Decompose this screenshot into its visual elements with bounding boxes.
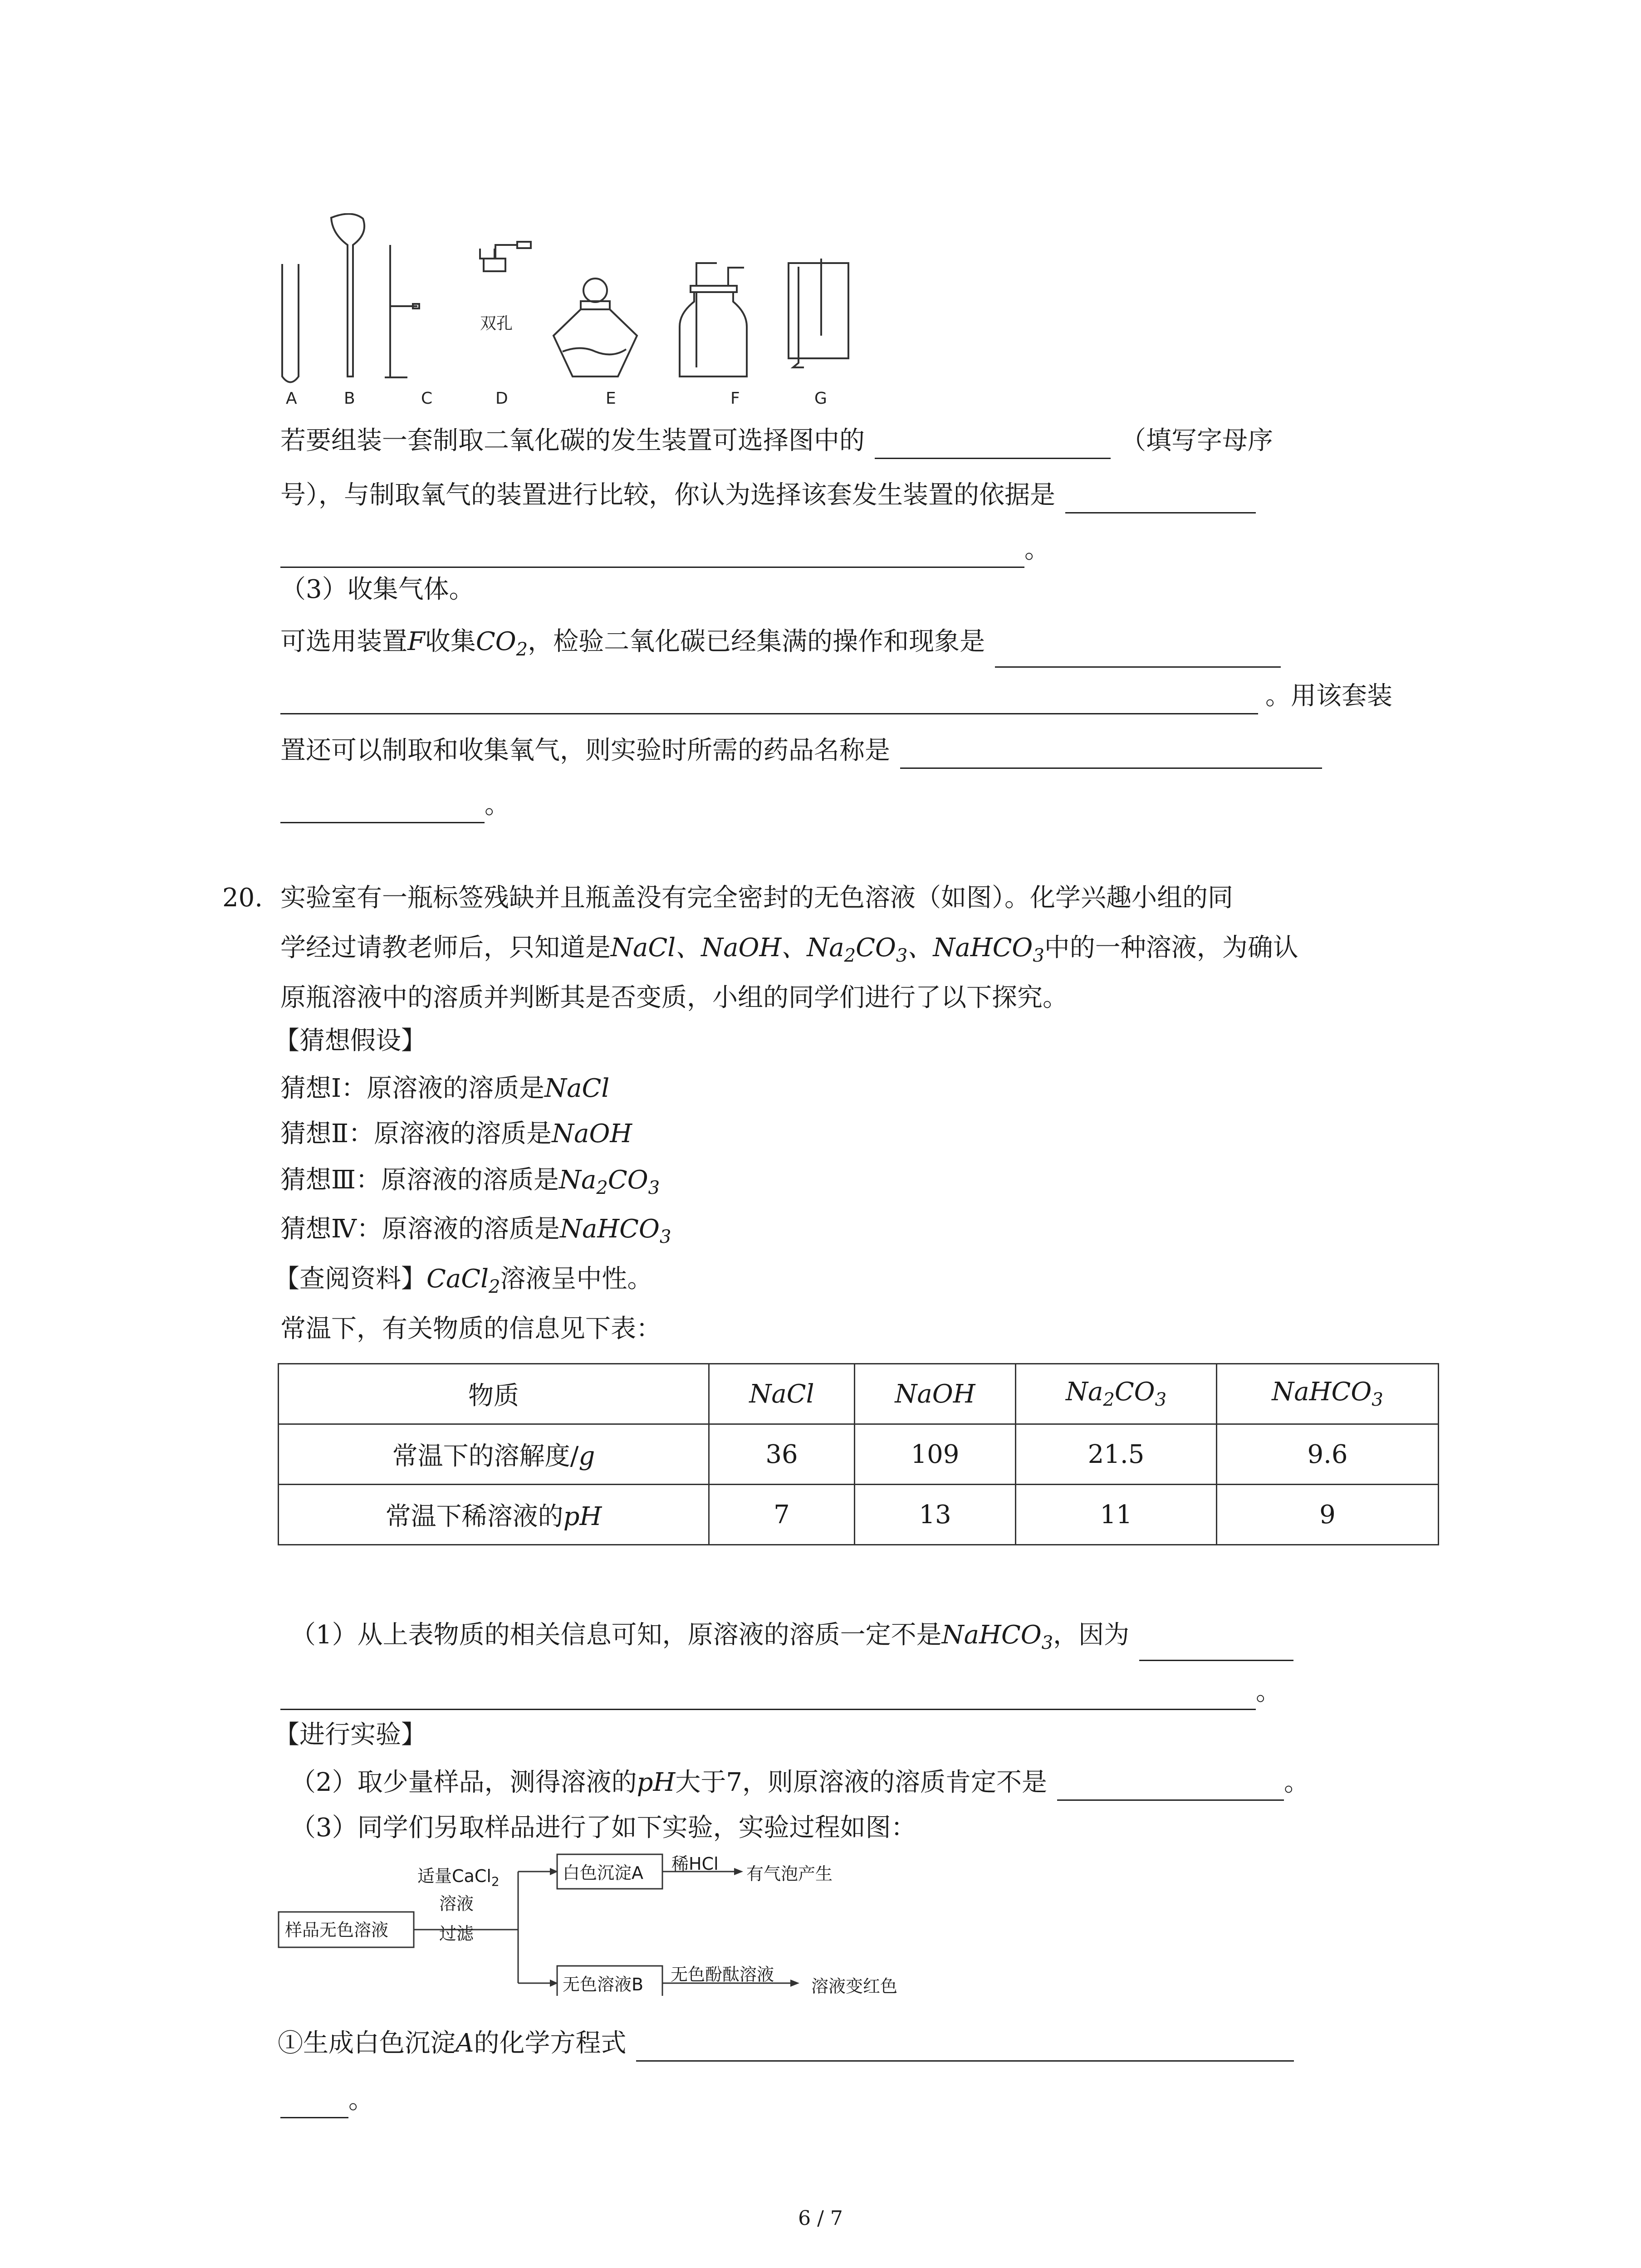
q20-intro3: 原瓶溶液中的溶质并判断其是否变质，小组的同学们进行了以下探究。 (280, 983, 1068, 1012)
label-E: E (606, 389, 616, 408)
label-A: A (286, 389, 297, 408)
table-cell: 36 (709, 1424, 855, 1485)
label-G: G (814, 389, 827, 408)
iron-stand-C (385, 245, 419, 377)
answer-blank-basis-cont[interactable] (280, 538, 1024, 568)
q19-line6: 。用该套装 (280, 678, 1392, 714)
table-intro: 常温下，有关物质的信息见下表： (280, 1314, 661, 1344)
table-header-row (279, 1364, 1439, 1424)
header-na2co3: $Na_2CO_3$ (1016, 1364, 1217, 1424)
answer-blank-equation-cont[interactable] (280, 2089, 348, 2118)
answer-blank-reason[interactable] (1139, 1632, 1293, 1661)
q20-subq-a-cont: 。 (280, 2082, 374, 2118)
q20-intro2: 学经过请教老师后，只知道是NaCl、NaOH、$Na_2CO_3$、NaHCO$_3$中的一种溶液，为确认 (280, 933, 1298, 967)
answer-blank-reagents-cont[interactable] (280, 794, 485, 823)
row-label-ph: 常温下稀溶液的pH (279, 1485, 709, 1545)
answer-blank-basis[interactable] (1065, 484, 1256, 513)
table-row (279, 1485, 1439, 1545)
flow-arrow-label-hcl: 稀HCl (671, 1854, 719, 1874)
header-nahco3: NaHCO$_3$ (1217, 1364, 1439, 1424)
q20-part1: （1）从上表物质的相关信息可知，原溶液的溶质一定不是NaHCO$_3$，因为 (290, 1617, 1293, 1661)
apparatus-figure (263, 213, 889, 408)
header-substance: 物质 (279, 1364, 709, 1424)
flow-result-bubbles: 有气泡产生 (746, 1864, 833, 1884)
alcohol-lamp-E (554, 279, 637, 376)
q19-line1: 若要组装一套制取二氧化碳的发生装置可选择图中的 （填写字母序 (280, 423, 1273, 459)
bottle-G (789, 259, 848, 367)
flow-reagent-line1: 适量CaCl$_2$ (417, 1866, 500, 1889)
q19-line3: 。 (280, 532, 1050, 568)
table-cell: 11 (1016, 1485, 1217, 1545)
gas-bottle-F (680, 263, 747, 376)
q20-number: 20. (222, 883, 263, 913)
label-F: F (730, 389, 740, 408)
table-cell: 13 (855, 1485, 1016, 1545)
q19-line8: 。 (280, 787, 510, 823)
two-hole-stopper-D (480, 242, 531, 271)
hypothesis-1: 猜想Ⅰ：原溶液的溶质是NaCl (280, 1074, 610, 1103)
flow-start-box: 样品无色溶液 (285, 1920, 389, 1940)
answer-blank-reason-cont[interactable] (280, 1681, 1256, 1710)
hypothesis-title: 【猜想假设】 (274, 1026, 426, 1056)
test-tube-A (282, 264, 299, 382)
q20-part1-cont: 。 (280, 1674, 1281, 1710)
flow-box-solution-b: 无色溶液B (563, 1975, 644, 1994)
label-C: C (421, 389, 433, 408)
flow-reagent-line3: 过滤 (439, 1924, 474, 1944)
reference-line: 【查阅资料】CaCl$_2$溶液呈中性。 (274, 1264, 653, 1298)
experiment-title: 【进行实验】 (274, 1720, 426, 1750)
table-cell: 9.6 (1217, 1424, 1439, 1485)
page-number: 6 / 7 (798, 2207, 843, 2230)
flow-result-red: 溶液变红色 (811, 1976, 898, 1996)
hypothesis-3: 猜想Ⅲ：原溶液的溶质是$Na_2CO_3$ (280, 1165, 660, 1199)
flow-box-precipitate-a: 白色沉淀A (563, 1863, 643, 1883)
answer-blank-reagents[interactable] (900, 739, 1322, 769)
row-label-solubility: 常温下的溶解度/g (279, 1424, 709, 1485)
answer-blank-full-check[interactable] (995, 638, 1281, 668)
hypothesis-2: 猜想Ⅱ：原溶液的溶质是NaOH (280, 1119, 632, 1149)
flow-arrow-label-phenolphthalein: 无色酚酞溶液 (671, 1965, 774, 1984)
table-cell: 7 (709, 1485, 855, 1545)
q19-line7: 置还可以制取和收集氧气，则实验时所需的药品名称是 (280, 733, 1322, 769)
q20-intro1: 实验室有一瓶标签残缺并且瓶盖没有完全密封的无色溶液（如图）。化学兴趣小组的同 (280, 883, 1233, 913)
table-cell: 9 (1217, 1485, 1439, 1545)
table-cell: 21.5 (1016, 1424, 1217, 1485)
hypothesis-4: 猜想Ⅳ：原溶液的溶质是NaHCO$_3$ (280, 1214, 671, 1248)
q20-subq-a: ①生成白色沉淀A的化学方程式 (278, 2025, 1294, 2062)
q19-line5: 可选用装置F收集$CO_2$，检验二氧化碳已经集满的操作和现象是 (280, 624, 1281, 668)
answer-blank-not-solute[interactable] (1057, 1771, 1284, 1801)
q20-part3: （3）同学们另取样品进行了如下实验，实验过程如图： (290, 1813, 916, 1843)
properties-table (278, 1363, 1439, 1545)
q19-line2: 号），与制取氧气的装置进行比较，你认为选择该套发生装置的依据是 (280, 477, 1256, 513)
flow-reagent-line2: 溶液 (439, 1894, 474, 1914)
answer-blank-equation[interactable] (636, 2032, 1294, 2062)
header-naoh: NaOH (855, 1364, 1016, 1424)
label-D-note: 双孔 (480, 314, 513, 333)
funnel-B (331, 214, 364, 376)
label-D: D (495, 389, 508, 408)
label-B: B (344, 389, 355, 408)
table-row (279, 1424, 1439, 1485)
answer-blank-device[interactable] (875, 430, 1111, 459)
q19-part3: （3）收集气体。 (280, 575, 475, 604)
answer-blank-full-check-cont[interactable] (280, 685, 1258, 714)
table-cell: 109 (855, 1424, 1016, 1485)
q20-part2: （2）取少量样品，测得溶液的pH大于7，则原溶液的溶质肯定不是 。 (290, 1765, 1309, 1801)
header-nacl: NaCl (709, 1364, 855, 1424)
